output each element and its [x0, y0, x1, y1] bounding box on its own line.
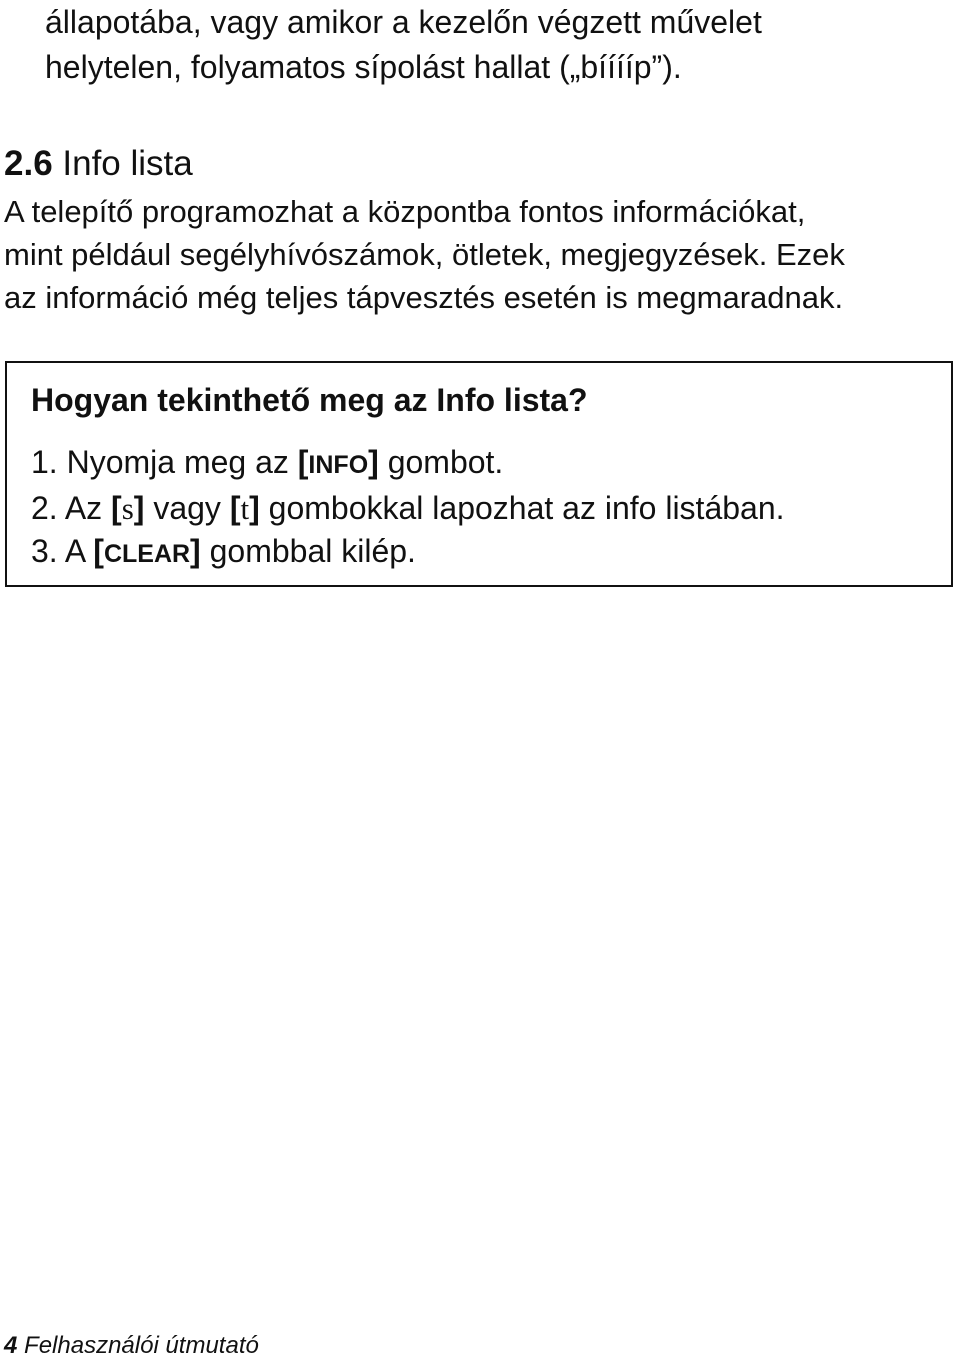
body-line: mint például segélyhívószámok, ötletek, megjegyzések. Ezek [4, 237, 845, 272]
step-text: 3. A [31, 533, 94, 569]
step-text: gombokkal lapozhat az info listában. [259, 490, 785, 526]
howto-title: Hogyan tekinthető meg az Info lista? [31, 382, 588, 418]
step-2: 2. Az [s] vagy [t] gombokkal lapozhat az info listában. [31, 490, 785, 526]
step-text: vagy [144, 490, 230, 526]
step-text: gombbal kilép. [200, 533, 416, 569]
intro-line: helytelen, folyamatos sípolást hallat („bííííp”). [45, 49, 682, 85]
howto-box [5, 361, 953, 587]
step-text: 1. Nyomja meg az [31, 444, 298, 480]
section-body [4, 190, 956, 319]
body-line: az információ még teljes tápvesztés esetén is megmaradnak. [4, 280, 844, 315]
intro-paragraph [45, 0, 945, 90]
step-1: 1. Nyomja meg az [INFO] gombot. [31, 444, 504, 480]
section-title-text: Info lista [62, 144, 193, 183]
up-key: s [121, 491, 134, 526]
body-line: A telepítő programozhat a központba fontos információkat, [4, 194, 806, 229]
clear-key: CLEAR [103, 540, 191, 568]
info-key: INFO [308, 451, 369, 479]
page-footer [4, 1331, 259, 1361]
step-text: 2. Az [31, 490, 112, 526]
section-number: 2.6 [4, 144, 53, 183]
step-text: gombot. [378, 444, 504, 480]
down-key: t [240, 491, 250, 526]
section-heading [4, 141, 193, 187]
manual-title: Felhasználói útmutató [24, 1332, 259, 1359]
step-3: 3. A [CLEAR] gombbal kilép. [31, 533, 416, 569]
page-number: 4 [4, 1332, 18, 1359]
intro-line: állapotába, vagy amikor a kezelőn végzett művelet [45, 4, 762, 40]
howto-steps [31, 441, 785, 576]
